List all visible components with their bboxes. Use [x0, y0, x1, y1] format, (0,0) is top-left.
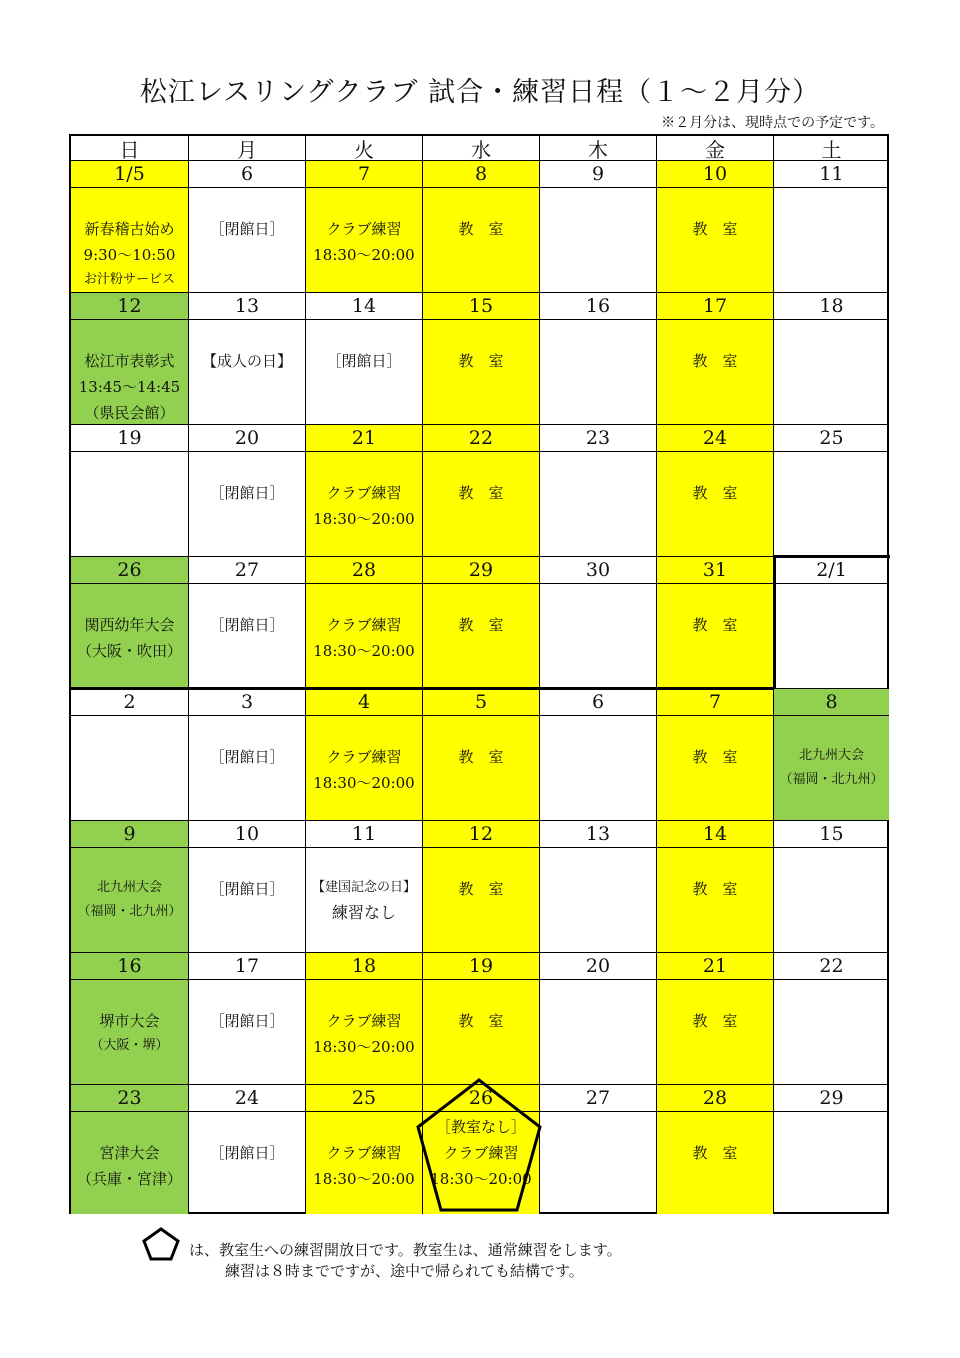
day-event-text: クラブ練習 [326, 1012, 402, 1030]
day-event-text: 18:30～20:00 [313, 1038, 415, 1056]
day-event-text: 18:30～20:00 [313, 774, 415, 792]
day-number: 18 [774, 293, 889, 320]
day-cell [657, 320, 774, 425]
day-cell [423, 716, 540, 821]
day-cell [189, 1112, 306, 1214]
day-number: 10 [657, 161, 774, 188]
day-cell [774, 320, 889, 425]
day-event-text: 教 室 [458, 880, 504, 898]
day-event-text: 【建国記念の日】 [311, 880, 416, 895]
day-event-text: 教 室 [692, 748, 738, 766]
weekday-header: 土 [774, 136, 889, 161]
day-event-text: ［閉館日］ [209, 1144, 285, 1162]
day-event-text: 教 室 [692, 484, 738, 502]
day-number: 17 [657, 293, 774, 320]
day-number: 2/1 [774, 557, 889, 584]
day-event-text: ［閉館日］ [209, 748, 285, 766]
day-number: 24 [189, 1085, 306, 1112]
day-cell [423, 188, 540, 293]
day-number: 2 [71, 689, 189, 716]
day-number: 5 [423, 689, 540, 716]
day-cell [189, 188, 306, 293]
day-cell [423, 584, 540, 689]
weekday-header: 水 [423, 136, 540, 161]
schedule-note: ※２月分は、現時点での予定です。 [661, 115, 884, 131]
day-number: 21 [306, 425, 423, 452]
day-cell [189, 848, 306, 953]
day-number: 29 [774, 1085, 889, 1112]
day-number: 31 [657, 557, 774, 584]
day-event-text: 18:30～20:00 [313, 1170, 415, 1188]
day-number: 30 [540, 557, 657, 584]
day-cell [774, 188, 889, 293]
day-number: 25 [774, 425, 889, 452]
day-number: 20 [189, 425, 306, 452]
day-number: 6 [540, 689, 657, 716]
day-cell [423, 452, 540, 557]
day-cell [306, 584, 423, 689]
pentagon-legend-icon [141, 1226, 181, 1262]
day-event-text: ［閉館日］ [209, 880, 285, 898]
day-number: 24 [657, 425, 774, 452]
day-number: 14 [306, 293, 423, 320]
day-event-text: クラブ練習 [326, 1144, 402, 1162]
day-event-text: 【成人の日】 [201, 352, 292, 370]
day-event-text: 教 室 [458, 748, 504, 766]
day-cell [306, 452, 423, 557]
day-number: 27 [540, 1085, 657, 1112]
day-event-text: 教 室 [692, 616, 738, 634]
day-number: 26 [71, 557, 189, 584]
day-cell [306, 320, 423, 425]
day-number: 9 [71, 821, 189, 848]
day-event-text: 18:30～20:00 [313, 642, 415, 660]
day-number: 9 [540, 161, 657, 188]
day-number: 1/5 [71, 161, 189, 188]
day-event-text: （福岡・北九州） [779, 772, 884, 787]
day-cell [71, 1112, 189, 1214]
day-cell [540, 188, 657, 293]
day-event-text: 教 室 [458, 220, 504, 238]
day-event-text: クラブ練習 [326, 484, 402, 502]
day-event-text: 18:30～20:00 [430, 1170, 532, 1188]
day-number: 15 [423, 293, 540, 320]
day-number: 22 [423, 425, 540, 452]
day-event-text: 13:45～14:45 [78, 378, 181, 396]
day-cell [774, 980, 889, 1085]
day-cell [540, 320, 657, 425]
day-cell [657, 188, 774, 293]
day-event-text: （福岡・北九州） [77, 904, 182, 919]
day-cell [657, 980, 774, 1085]
day-cell [189, 320, 306, 425]
day-cell [657, 848, 774, 953]
day-number: 10 [189, 821, 306, 848]
day-number: 23 [540, 425, 657, 452]
day-event-text: ［閉館日］ [209, 220, 285, 238]
weekday-header: 月 [189, 136, 306, 161]
legend-text-2: 練習は８時までですが、途中で帰られても結構です。 [225, 1262, 584, 1280]
day-cell [306, 1112, 423, 1214]
day-number: 6 [189, 161, 306, 188]
day-number: 16 [71, 953, 189, 980]
day-event-text: 18:30～20:00 [313, 510, 415, 528]
day-number: 23 [71, 1085, 189, 1112]
weekday-header: 日 [71, 136, 189, 161]
day-cell [774, 452, 889, 557]
day-event-text: ［閉館日］ [209, 616, 285, 634]
day-event-text: 教 室 [458, 616, 504, 634]
day-number: 21 [657, 953, 774, 980]
day-number: 12 [423, 821, 540, 848]
month-divider [774, 555, 890, 558]
day-number: 16 [540, 293, 657, 320]
day-cell [306, 188, 423, 293]
day-cell [71, 584, 189, 689]
day-number: 15 [774, 821, 889, 848]
day-event-text: （大阪・堺） [90, 1038, 169, 1053]
day-cell [540, 980, 657, 1085]
day-cell [657, 452, 774, 557]
day-cell [71, 452, 189, 557]
day-cell [423, 848, 540, 953]
day-cell [71, 980, 189, 1085]
day-number: 17 [189, 953, 306, 980]
month-divider [773, 555, 776, 689]
day-cell [540, 584, 657, 689]
schedule-calendar [69, 134, 889, 1214]
legend-text-1: は、教室生への練習開放日です。教室生は、通常練習をします。 [189, 1241, 622, 1259]
day-cell [423, 320, 540, 425]
day-event-text: ［閉館日］ [326, 352, 402, 370]
day-number: 19 [71, 425, 189, 452]
day-event-text: ［教室なし］ [435, 1118, 526, 1136]
day-number: 26 [423, 1085, 540, 1112]
day-event-text: 教 室 [692, 1012, 738, 1030]
day-event-text: クラブ練習 [443, 1144, 519, 1162]
day-event-text: 堺市大会 [99, 1012, 160, 1030]
day-event-text: 9:30～10:50 [83, 246, 176, 264]
day-event-text: （県民会館） [84, 404, 175, 422]
weekday-header: 木 [540, 136, 657, 161]
day-cell [189, 716, 306, 821]
day-event-text: クラブ練習 [326, 616, 402, 634]
day-event-text: クラブ練習 [326, 220, 402, 238]
day-cell [423, 980, 540, 1085]
day-cell [71, 188, 189, 293]
day-event-text: （大阪・吹田） [76, 642, 182, 660]
day-event-text: 教 室 [692, 1144, 738, 1162]
day-event-text: 北九州大会 [798, 748, 864, 763]
day-number: 22 [774, 953, 889, 980]
day-number: 12 [71, 293, 189, 320]
day-event-text: 北九州大会 [96, 880, 162, 895]
day-cell [306, 980, 423, 1085]
day-cell [306, 848, 423, 953]
day-number: 27 [189, 557, 306, 584]
day-event-text: 宮津大会 [99, 1144, 160, 1162]
day-event-text: 関西幼年大会 [84, 616, 175, 634]
day-number: 14 [657, 821, 774, 848]
day-event-text: クラブ練習 [326, 748, 402, 766]
day-number: 7 [657, 689, 774, 716]
page-title: 松江レスリングクラブ 試合・練習日程（１～２月分） [139, 77, 821, 108]
day-number: 13 [189, 293, 306, 320]
day-cell [774, 716, 889, 821]
weekday-header: 火 [306, 136, 423, 161]
day-cell [71, 716, 189, 821]
day-event-text: お汁粉サービス [83, 272, 175, 287]
day-cell [540, 848, 657, 953]
day-number: 11 [774, 161, 889, 188]
day-event-text: 教 室 [458, 1012, 504, 1030]
day-cell [657, 716, 774, 821]
day-cell [71, 848, 189, 953]
day-number: 25 [306, 1085, 423, 1112]
day-number: 8 [774, 689, 889, 716]
day-number: 4 [306, 689, 423, 716]
day-event-text: 新春稽古始め [84, 220, 175, 238]
day-event-text: 教 室 [458, 484, 504, 502]
day-cell [189, 980, 306, 1085]
day-event-text: 教 室 [692, 220, 738, 238]
day-cell [540, 1112, 657, 1214]
month-divider [71, 687, 774, 690]
day-event-text: 松江市表彰式 [84, 352, 175, 370]
day-cell [306, 716, 423, 821]
day-event-text: 練習なし [331, 903, 396, 922]
day-number: 3 [189, 689, 306, 716]
day-number: 28 [657, 1085, 774, 1112]
day-event-text: （兵庫・宮津） [76, 1170, 182, 1188]
day-number: 11 [306, 821, 423, 848]
day-number: 18 [306, 953, 423, 980]
day-number: 29 [423, 557, 540, 584]
day-cell [71, 320, 189, 425]
day-cell [657, 1112, 774, 1214]
day-number: 19 [423, 953, 540, 980]
day-cell [189, 584, 306, 689]
day-number: 13 [540, 821, 657, 848]
day-event-text: ［閉館日］ [209, 1012, 285, 1030]
day-event-text: 教 室 [692, 352, 738, 370]
day-cell [189, 452, 306, 557]
day-cell [774, 584, 889, 689]
day-number: 28 [306, 557, 423, 584]
day-cell [657, 584, 774, 689]
day-cell [774, 848, 889, 953]
day-event-text: 教 室 [692, 880, 738, 898]
day-number: 8 [423, 161, 540, 188]
day-number: 7 [306, 161, 423, 188]
day-cell [423, 1112, 540, 1214]
day-cell [774, 1112, 889, 1214]
day-event-text: ［閉館日］ [209, 484, 285, 502]
day-number: 20 [540, 953, 657, 980]
day-event-text: 教 室 [458, 352, 504, 370]
weekday-header: 金 [657, 136, 774, 161]
day-cell [540, 716, 657, 821]
day-event-text: 18:30～20:00 [313, 246, 415, 264]
day-cell [540, 452, 657, 557]
